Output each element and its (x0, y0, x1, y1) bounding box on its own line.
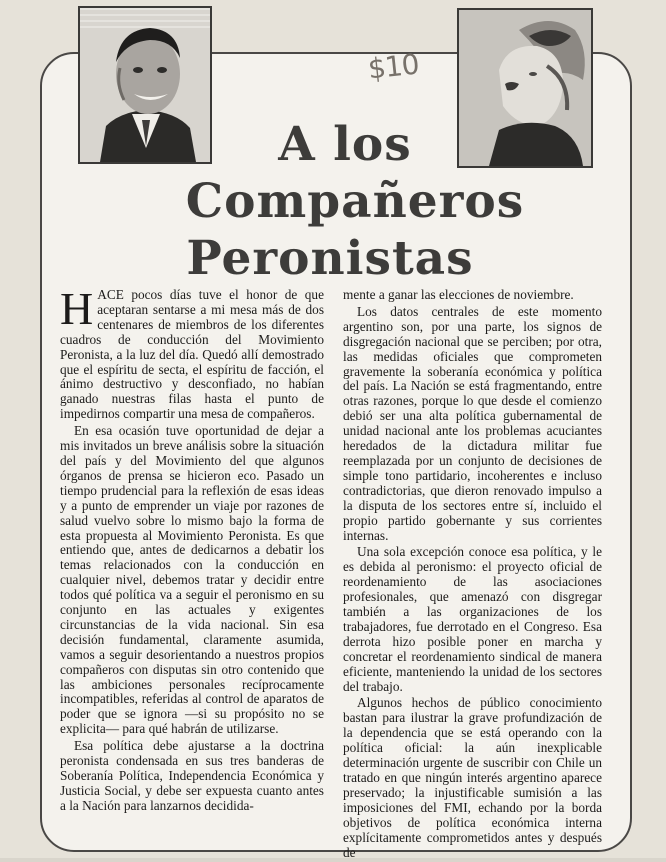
article-paragraph: Esa política debe ajustarse a la doctrina peronista condensada en sus tres banderas de Soberanía Política, Independencia Económica y Justicia Social, y debe ser expuesta cuanto antes a la Nación para lanzarnos decidida- (60, 738, 324, 813)
paragraph-text: ACE pocos días tuve el honor de que aceptaran sentarse a mi mesa más de dos centenares de miembros de los diferentes cuadros de conducción del Movimiento Peronista, a la luz del día. Quedó allí demostrado que el espíritu de secta, el espíritu de facción, el ánimo destructivo y desconfiado, no habían ganado nuestras filas hasta el punto de impedirnos compartir una mesa de compañeros. (60, 287, 324, 422)
article-column-left (60, 283, 324, 816)
title-line-1: A los (278, 117, 412, 172)
article-paragraph: mente a ganar las elecciones de noviembre. (343, 287, 574, 302)
handwritten-price: $10 (366, 47, 421, 86)
article-paragraph: Los datos centrales de este momento argentino son, por una parte, los signos de disgregación nacional que se perciben; por otra, las medidas oficiales que comprometen gravemente la soberanía económica y política del país. La Nación se está fragmentando, entre otras razones, porque lo que desde el comienzo debió ser una alta política gubernamental de unidad nacional ante los problemas acuciantes heredados de la dictadura militar fue reemplazada por un conjunto de decisiones de simple tono partidario, incoherentes e incluso contradictorias, que dieron renovado impulso a la disputa de los sectores entre sí, incluido el propio partido gobernante y sus corrientes internas. (343, 303, 602, 543)
article-column-right (343, 288, 602, 862)
title-line-3: Peronistas (186, 231, 474, 286)
article-paragraph: En esa ocasión tuve oportunidad de dejar a mis invitados un breve análisis sobre la situación del país y del Movimiento del que algunos órganos de prensa se hicieron eco. Pasado un tiempo prudencial para la reflexión de esas ideas y a punto de emprender un viaje por razones de salud vuelvo sobre lo mismo bajo la forma de esta propuesta al Movimiento Peronista. Es que entiendo que, antes de dedicarnos a debatir los temas relacionados con la conducción en cualquier nivel, debemos tratar y decidir entre todos qué política va a seguir el peronismo en su conjunto en las actuales y exigentes circunstancias de la vida nacional. Sin esa decisión fundamental, claramente asumida, vamos a seguir desorientando a nuestros propios compañeros con disputas sin otro contenido que las ambiciones personales recíprocamente incompatibles, referidas al control de aparatos de poder que se ignora —si su propósito no se explicita— para qué habrán de utilizarse. (60, 423, 324, 737)
drop-cap: H (60, 283, 94, 334)
page-title (100, 116, 560, 287)
article-paragraph: Una sola excepción conoce esa política, y le es debida al peronismo: el proyecto oficial de reordenamiento de las asociaciones profesionales, que amenazó con disgregar también a las organizaciones de los trabajadores, fue derrotado en el Congreso. Esa derrota hizo posible poner en marcha y concretar el reordenamiento sindical de manera eficiente, manteniendo la unidad de los sectores del trabajo. (343, 544, 602, 694)
article-paragraph: Algunos hechos de público conocimiento bastan para ilustrar la grave profundización de la dependencia que se está operando con la política oficial: la aún inexplicable determinación urgente de suscribir con Chile un tratado en que ningún interés argentino aparece preservado; la injustificable sumisión a las imposiciones del FMI, echando por la borda objetivos de política económica interna explícitamente comprometidos antes y después de (343, 695, 602, 860)
article-paragraph (60, 283, 324, 422)
title-line-2: Compañeros (185, 174, 525, 229)
